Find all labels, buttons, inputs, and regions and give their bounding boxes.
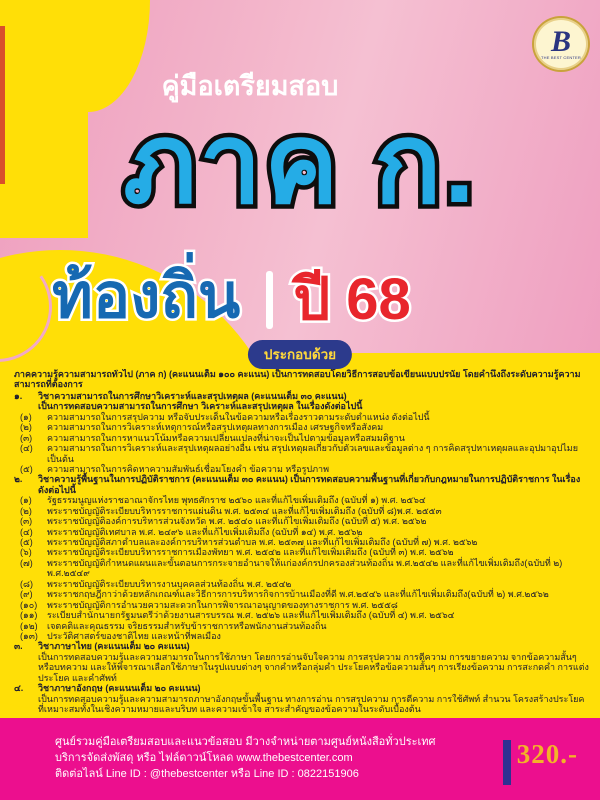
tagline: คู่มือเตรียมสอบ (161, 71, 339, 101)
list-item (14, 547, 590, 557)
intro-paragraph: ภาคความรู้ความสามารถทั่วไป (ภาค ก) (คะแนนเต็ม ๑๐๐ คะแนน) เป็นการทดสอบโดยวิธีการสอบข้อเขียนแบบปรนัย โดยคำนึงถึงระดับความรู้ความสามารถที่ต้องการ (14, 369, 581, 390)
contents-badge: ประกอบด้วย (248, 340, 352, 369)
list-item (14, 631, 590, 641)
list-item (14, 443, 590, 464)
list-item-text: ประวัติศาสตร์ของชาติไทย และหน้าที่พลเมือง (47, 630, 221, 641)
list-item (14, 589, 590, 599)
section-title: วิชาความสามารถในการศึกษาวิเคราะห์และสรุปเหตุผล (คะแนนเต็ม ๓๐ คะแนน) (38, 390, 347, 401)
logo-caption: THE BEST CENTER (540, 54, 582, 60)
list-item-number: (๑๑) (20, 610, 38, 621)
price: 320.- (516, 739, 578, 769)
list-item-number: (๓) (20, 516, 33, 527)
list-item-number: (๕) (20, 463, 33, 474)
list-item (14, 621, 590, 631)
section-header (14, 683, 590, 693)
list-item-text: พระราชบัญญัติการอำนวยความสะดวกในการพิจารณาอนุญาตของทางราชการ พ.ศ. ๒๕๕๘ (47, 599, 398, 610)
footer-line-contact: ติดต่อไลน์ Line ID : @thebestcenter หรือ Line ID : 0822151906 (55, 767, 359, 780)
section-number: ๔. (14, 683, 24, 694)
subtitle: ท้องถิ่น (52, 261, 241, 331)
footer-line-website: บริการจัดส่งพัสดุ หรือ ไฟล์ดาวน์โหลด www.thebestcenter.com (55, 751, 353, 764)
list-item-number: (๕) (20, 537, 33, 547)
sections-list (14, 391, 590, 715)
list-item-number: (๓) (20, 432, 33, 443)
section-lead: เป็นการทดสอบความสามารถในการศึกษา วิเคราะห์และสรุปเหตุผล ในเรื่องดังต่อไปนี้ (38, 401, 363, 412)
list-item-text: พระราชบัญญัติกำหนดแผนและขั้นตอนการกระจายอำนาจให้แก่องค์กรปกครองส่วนท้องถิ่น พ.ศ.๒๕๔๒ และที่แก้ไขเพิ่มเติมถึง(ฉบับที่ ๒) พ.ศ.๒๕๔๙ (47, 557, 563, 579)
list-item-number: (๔) (20, 443, 33, 454)
section-header (14, 641, 590, 651)
list-item (14, 412, 590, 422)
list-item-number: (๑) (20, 411, 32, 422)
list-item-number: (๒) (20, 505, 32, 516)
list-item-text: พระราชบัญญัติเทศบาล พ.ศ. ๒๔๙๖ และที่แก้ไขเพิ่มเติมถึง (ฉบับที่ ๑๔) พ.ศ. ๒๕๖๒ (47, 526, 363, 537)
list-item (14, 516, 590, 526)
list-item-text: ความสามารถในการหาแนวโน้มหรือความเปลี่ยนแปลงที่น่าจะเป็นไปตามข้อมูลหรือสมมติฐาน (47, 432, 405, 443)
list-item-number: (๔) (20, 526, 33, 537)
list-item-number: (๒) (20, 422, 32, 433)
footer-text (55, 735, 436, 783)
year-label: ปี 68 (293, 267, 411, 332)
list-item-text: พระราชบัญญัติสภาตำบลและองค์การบริหารส่วนตำบล พ.ศ. ๒๕๓๗ และที่แก้ไขเพิ่มเติมถึง (ฉบับที่ ๗) พ.ศ. ๒๕๖๒ (47, 537, 478, 547)
list-item (14, 610, 590, 620)
list-item-number: (๑๒) (20, 620, 38, 631)
list-item-text: พระราชบัญญัติระเบียบบริหารราชการแผ่นดิน พ.ศ. ๒๕๓๔ และที่แก้ไขเพิ่มเติมถึง (ฉบับที่ ๘)พ.ศ. ๒๕๕๓ (47, 505, 442, 516)
footer-band (0, 718, 600, 800)
price-block (503, 740, 578, 785)
list-item (14, 537, 590, 547)
list-item-number: (๑๓) (20, 630, 38, 641)
list-item-text: รัฐธรรมนูญแห่งราชอาณาจักรไทย พุทธศักราช ๒๕๖๐ และที่แก้ไขเพิ่มเติมถึง (ฉบับที่ ๑) พ.ศ. ๒๕๖๔ (47, 495, 426, 506)
section-header (14, 474, 590, 495)
list-item-text: เจตคติและคุณธรรม จริยธรรมสำหรับข้าราชการหรือพนักงานส่วนท้องถิ่น (47, 620, 327, 631)
list-item-text: ความสามารถในการวิเคราะห์เหตุการณ์หรือสรุปเหตุผลทางการเมือง เศรษฐกิจหรือสังคม (47, 422, 384, 433)
list-item-text: พระราชบัญญัติระเบียบบริหารราชการเมืองพัทยา พ.ศ. ๒๕๔๒ และที่แก้ไขเพิ่มเติมถึง (ฉบับที่ ๓) พ.ศ. ๒๕๖๒ (47, 547, 454, 558)
list-item-number: (๘) (20, 578, 33, 589)
list-item-text: ความสามารถในการสรุปความ หรือจับประเด็นในข้อความหรือเรื่องราวตามระดับตำแหน่ง ดังต่อไปนี้ (47, 411, 430, 422)
list-item (14, 506, 590, 516)
section-title: วิชาความรู้พื้นฐานในการปฏิบัติราชการ (คะแนนเต็ม ๓๐ คะแนน) เป็นการทดสอบความพื้นฐานที่เกี่ยวกับกฎหมายในการปฏิบัติราชการ ในเรื่องดังต่อไปนี้ (38, 474, 581, 495)
list-item-text: พระราชบัญญัติระเบียบบริหารงานบุคคลส่วนท้องถิ่น พ.ศ. ๒๕๔๒ (47, 578, 292, 589)
section-number: ๑. (14, 390, 23, 401)
section-title: วิชาภาษาไทย (คะแนนเต็ม ๒๐ คะแนน) (38, 641, 190, 652)
list-item-number: (๑) (20, 495, 32, 506)
price-bar (503, 740, 511, 785)
list-item-text: พระราชบัญญัติองค์การบริหารส่วนจังหวัด พ.ศ. ๒๕๔๐ และที่แก้ไขเพิ่มเติมถึง (ฉบับที่ ๕) พ.ศ. ๒๕๖๒ (47, 516, 427, 527)
list-item-number: (๗) (20, 557, 33, 568)
list-item (14, 558, 590, 579)
section-paragraph: เป็นการทดสอบความรู้และความสามารถในการใช้ภาษา โดยการอ่านจับใจความ การสรุปความ การตีความ การขยายความ จากข้อความสั้นๆ หรือบทความ และให้พิจารณาเลือกใช้ภาษาในรูปแบบต่างๆ จากคำหรือกลุ่มคำ ประโยคหรือข้อความสั้นๆ การเรียงข้อความ การสะกดคำ การแต่งประโยค และคำศัพท์ (38, 651, 589, 683)
list-item (14, 527, 590, 537)
list-item (14, 495, 590, 505)
list-item (14, 422, 590, 432)
publisher-logo (532, 16, 590, 72)
main-title: ภาค ก. (123, 101, 477, 226)
section-number: ๒. (14, 474, 23, 485)
divider-bar (266, 271, 273, 329)
section-paragraph: เป็นการทดสอบความรู้และความสามารถภาษาอังกฤษขั้นพื้นฐาน ทางการอ่าน การสรุปความ การตีความ การใช้ศัพท์ สำนวน โครงสร้างประโยคที่เหมาะสมทั้งในเชิงความหมายและบริบท และความเข้าใจ สาระสำคัญของข้อความในระดับเบื้องต้น (38, 693, 585, 714)
section-number: ๓. (14, 641, 23, 652)
list-item (14, 433, 590, 443)
section-title: วิชาภาษาอังกฤษ (คะแนนเต็ม ๒๐ คะแนน) (38, 683, 201, 694)
list-item-text: ความสามารถในการคิดหาความสัมพันธ์เชื่อมโยงคำ ข้อความ หรือรูปภาพ (47, 463, 330, 474)
list-item-text: ความสามารถในการวิเคราะห์และสรุปเหตุผลอย่างอื่น เช่น สรุปเหตุผลเกี่ยวกับตัวเลขและข้อมูลต่าง ๆ การคิดสรุปหาเหตุผลและอุปมาอุปไมย เป็นต้น (47, 443, 579, 464)
list-item-number: (๑๐) (20, 599, 38, 610)
list-item-number: (๙) (20, 589, 33, 600)
logo-letter: B (550, 24, 571, 58)
subtitle-row (52, 262, 411, 332)
list-item (14, 464, 590, 474)
contents-block (14, 369, 590, 717)
list-item (14, 600, 590, 610)
section-header (14, 391, 590, 401)
list-item-text: ระเบียบสำนักนายกรัฐมนตรีว่าด้วยงานสารบรรณ พ.ศ. ๒๕๒๖ และที่แก้ไขเพิ่มเติมถึง (ฉบับที่ ๔) พ.ศ. ๒๕๖๔ (47, 610, 455, 621)
list-item (14, 579, 590, 589)
list-item-text: พระราชกฤษฎีกาว่าด้วยหลักเกณฑ์และวิธีการการบริหารกิจการบ้านเมืองที่ดี พ.ศ.๒๕๔๖ และที่แก้ไขเพิ่มเติมถึง(ฉบับที่ ๒) พ.ศ.๒๕๖๒ (47, 589, 549, 600)
footer-line-distribution: ศูนย์รวมคู่มือเตรียมสอบและแนวข้อสอบ มีวางจำหน่ายตามศูนย์หนังสือทั่วประเทศ (55, 736, 436, 748)
spine-strip (0, 26, 5, 184)
list-item-number: (๖) (20, 547, 32, 558)
